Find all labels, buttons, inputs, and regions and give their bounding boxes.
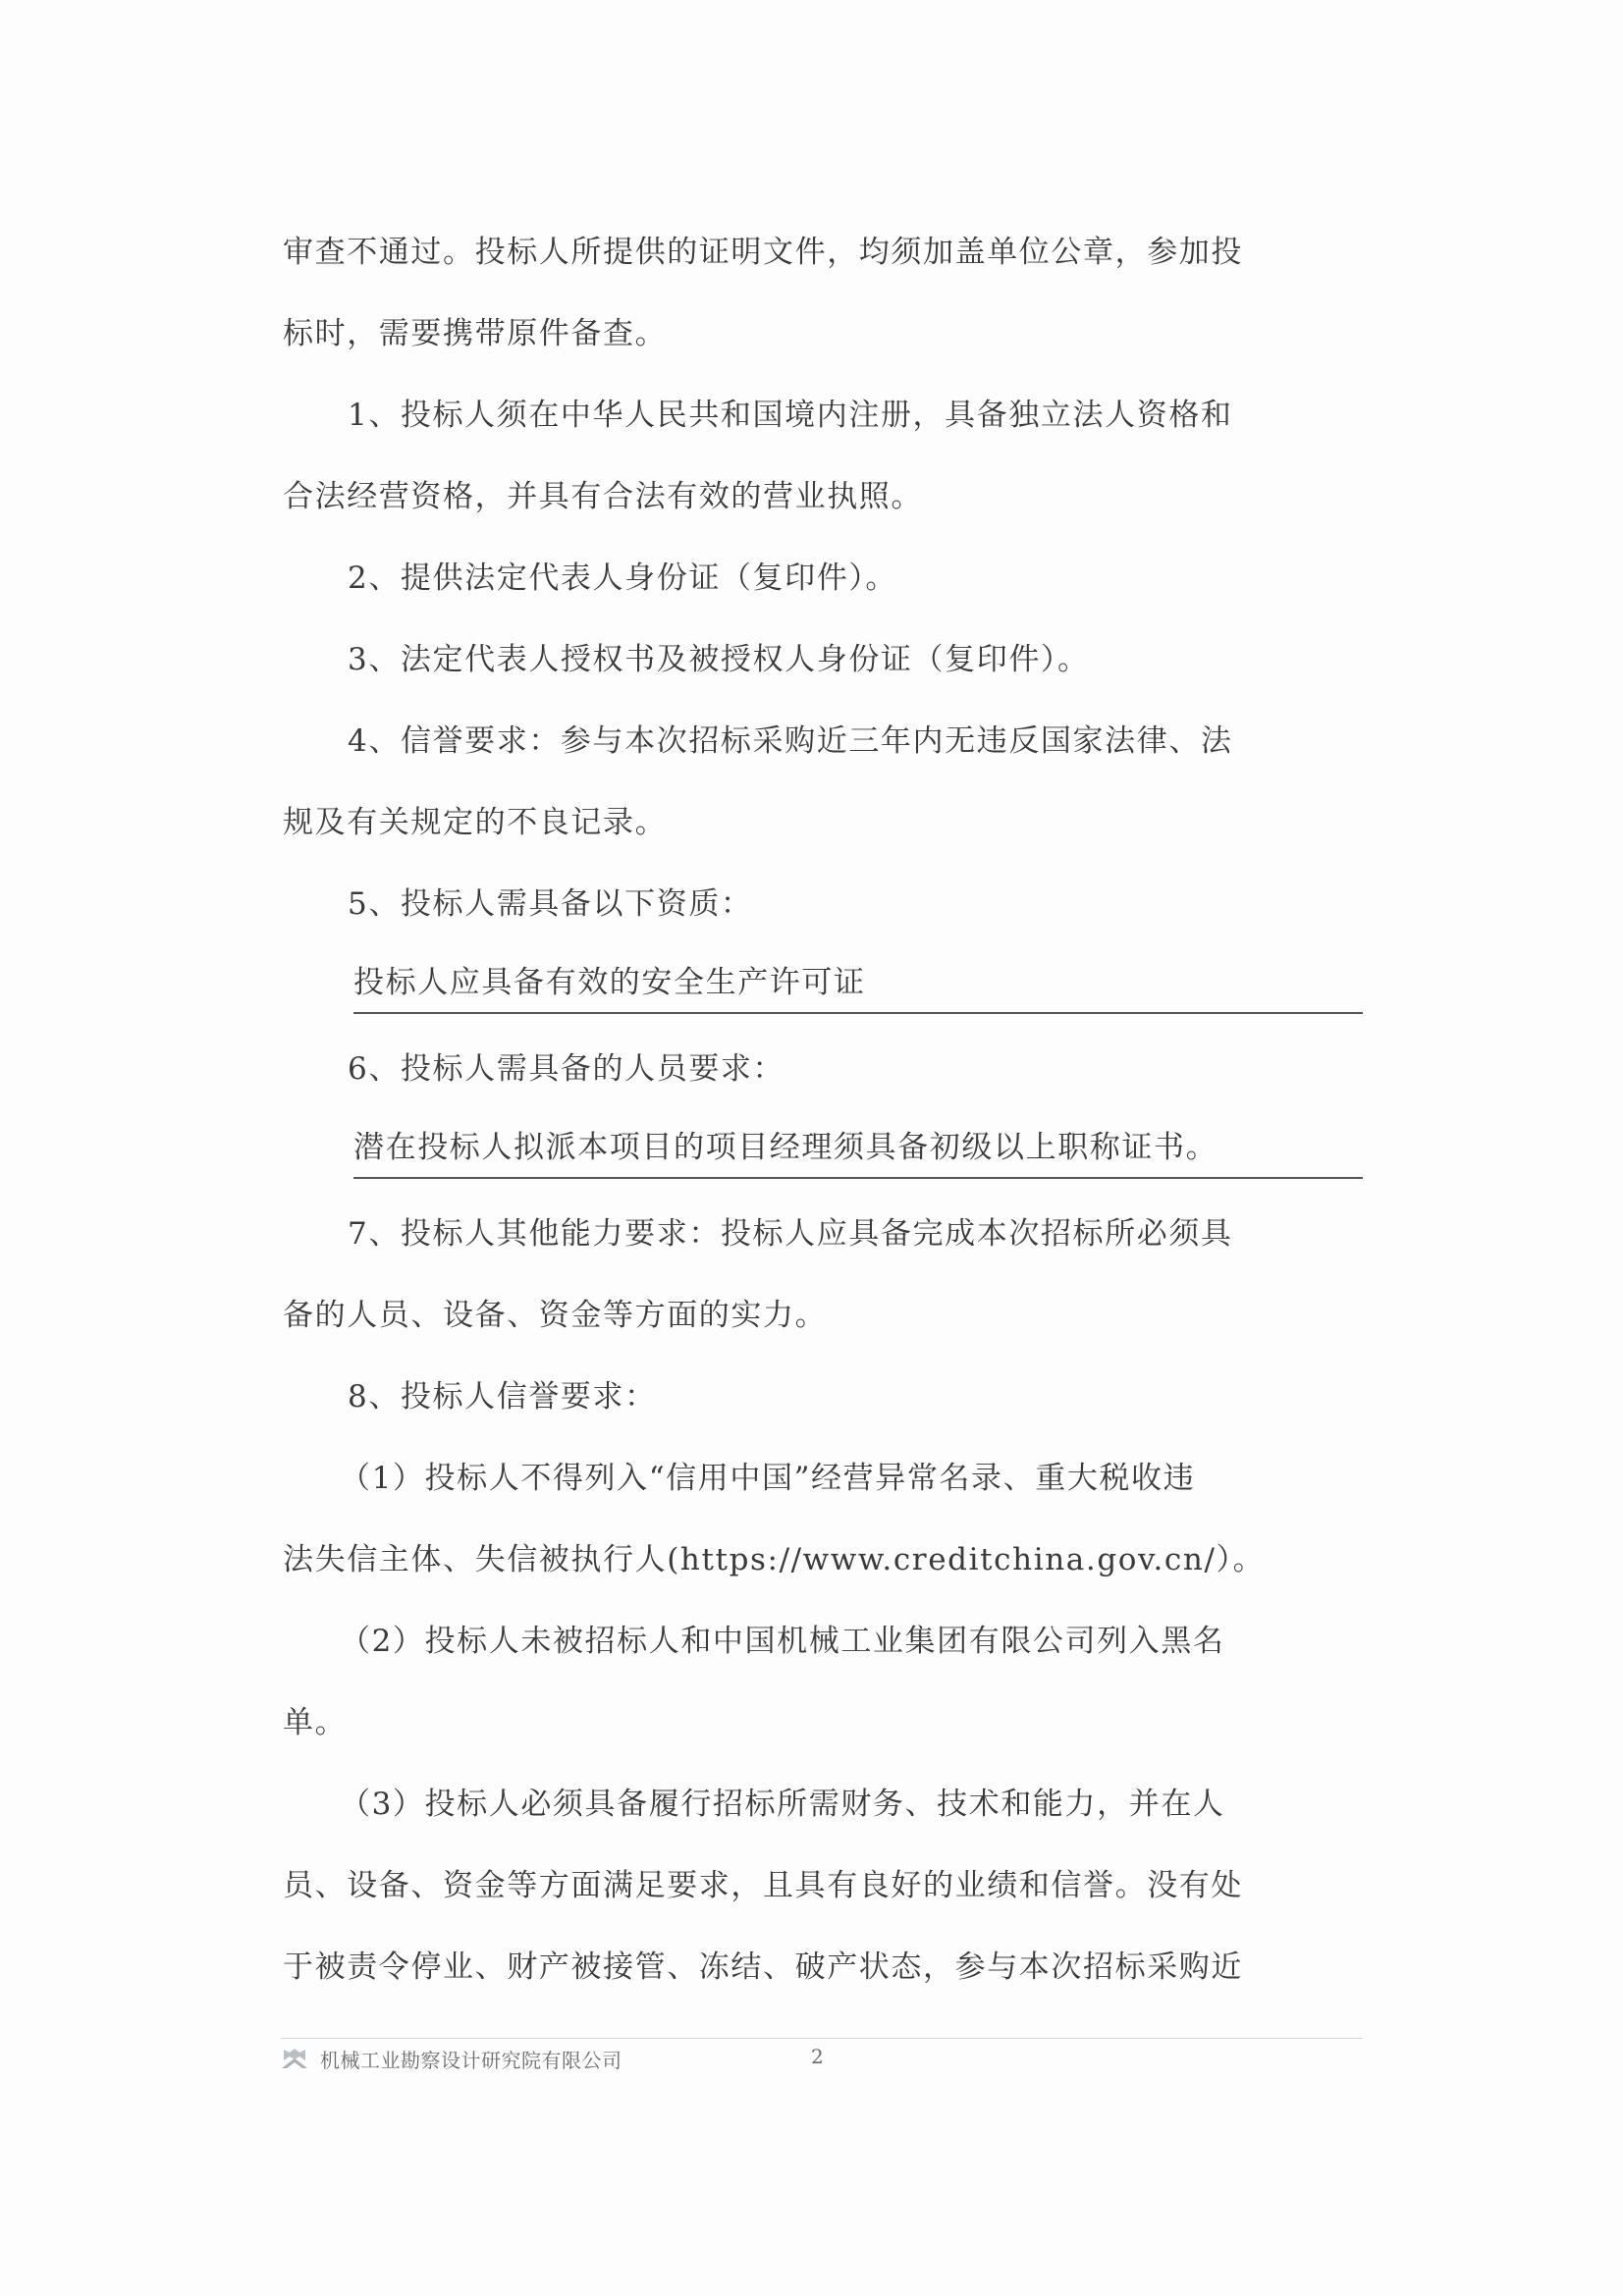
requirement-8-1-line: （1）投标人不得列入“信用中国”经营异常名录、重大税收违 [340, 1461, 1196, 1496]
requirement-6-line: 6、投标人需具备的人员要求： [348, 1051, 785, 1087]
requirement-8-2-line: 单。 [283, 1705, 348, 1740]
requirement-1-line: 1、投标人须在中华人民共和国境内注册，具备独立法人资格和 [348, 398, 1233, 433]
text-line: 标时，需要携带原件备查。 [283, 316, 668, 351]
requirement-4-line: 规及有关规定的不良记录。 [283, 805, 668, 840]
requirement-8-2-line: （2）投标人未被招标人和中国机械工业集团有限公司列入黑名 [340, 1624, 1225, 1659]
page-footer [281, 2038, 1363, 2078]
requirement-8-1-line: 法失信主体、失信被执行人(https://www.creditchina.gov.cn/）。 [283, 1542, 1266, 1577]
requirement-4-line: 4、信誉要求：参与本次招标采购近三年内无违反国家法律、法 [348, 723, 1233, 759]
company-logo-icon [281, 2048, 308, 2069]
requirement-1-line: 合法经营资格，并具有合法有效的营业执照。 [283, 479, 923, 514]
requirement-3-line: 3、法定代表人授权书及被授权人身份证（复印件）。 [348, 642, 1090, 677]
requirement-7-line: 备的人员、设备、资金等方面的实力。 [283, 1298, 828, 1333]
requirement-8-3-line: （3）投标人必须具备履行招标所需财务、技术和能力，并在人 [340, 1787, 1225, 1822]
requirement-5-line: 5、投标人需具备以下资质： [348, 886, 753, 922]
text-line: 审查不通过。投标人所提供的证明文件，均须加盖单位公章，参加投 [283, 235, 1243, 270]
personnel-fill-in: 潜在投标人拟派本项目的项目经理须具备初级以上职称证书。 [353, 1118, 1363, 1179]
qualification-fill-in: 投标人应具备有效的安全生产许可证 [353, 953, 1363, 1014]
requirement-2-line: 2、提供法定代表人身份证（复印件）。 [348, 561, 898, 596]
requirement-8-3-line: 于被责令停业、财产被接管、冻结、破产状态，参与本次招标采购近 [283, 1949, 1243, 1985]
document-body [283, 212, 1363, 2008]
footer-company-name: 机械工业勘察设计研究院有限公司 [320, 2049, 622, 2072]
requirement-7-line: 7、投标人其他能力要求：投标人应具备完成本次招标所必须具 [348, 1216, 1233, 1252]
requirement-8-3-line: 员、设备、资金等方面满足要求，且具有良好的业绩和信誉。没有处 [283, 1868, 1243, 1903]
requirement-8-line: 8、投标人信誉要求： [348, 1379, 657, 1415]
page-number: 2 [811, 2045, 824, 2068]
